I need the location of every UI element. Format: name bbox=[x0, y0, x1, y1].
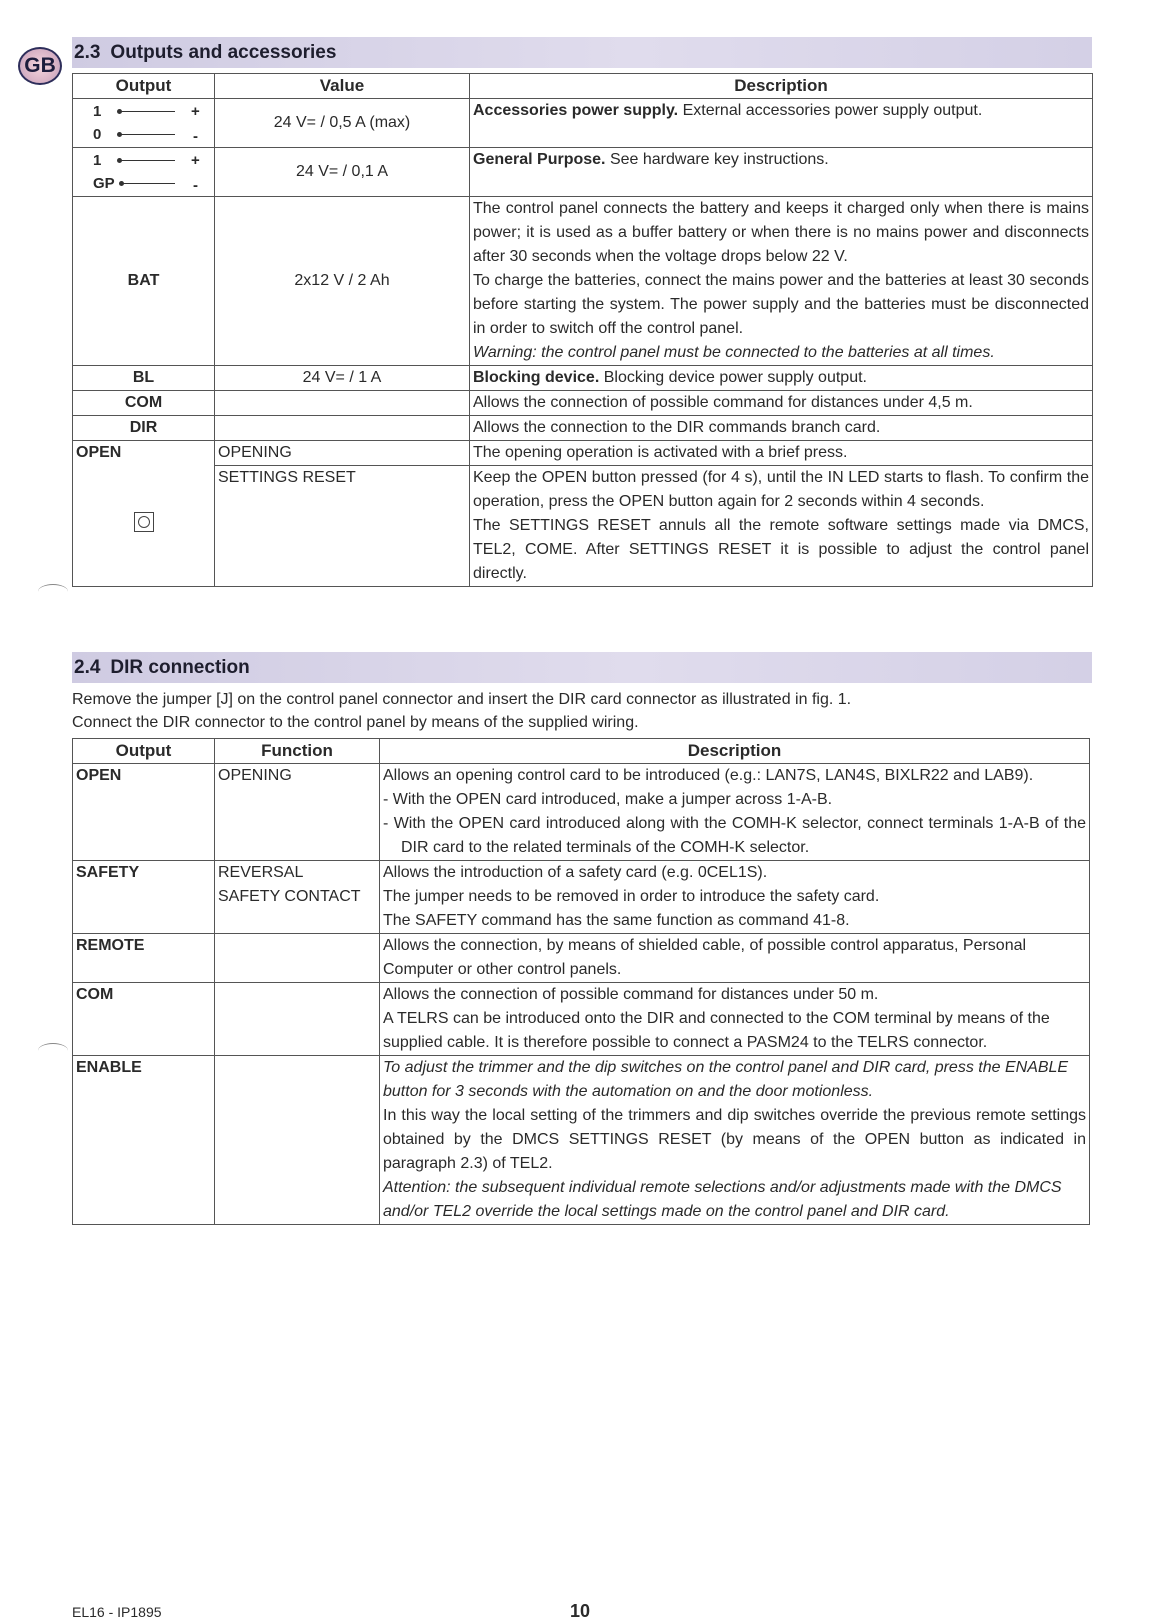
output-cell: BAT bbox=[73, 197, 215, 366]
dir-table bbox=[72, 738, 1090, 1225]
description-cell: Blocking device. Blocking device power supply output. bbox=[470, 366, 1093, 391]
output-cell: OPEN bbox=[73, 441, 215, 466]
value-cell bbox=[215, 391, 470, 416]
function-cell: REVERSAL SAFETY CONTACT bbox=[215, 861, 380, 934]
output-cell: COM bbox=[73, 983, 215, 1056]
description-cell: The opening operation is activated with a brief press. bbox=[470, 441, 1093, 466]
section-title: DIR connection bbox=[110, 657, 250, 678]
value-cell: 24 V= / 0,1 A bbox=[215, 148, 470, 197]
section-heading-dir bbox=[72, 652, 1092, 683]
function-cell bbox=[215, 983, 380, 1056]
outputs-table bbox=[72, 73, 1093, 587]
description-cell: Accessories power supply. External accessories power supply output. bbox=[470, 99, 1093, 148]
output-cell: OPEN bbox=[73, 764, 215, 861]
table-header-row bbox=[73, 74, 1093, 99]
table-row bbox=[73, 148, 1093, 197]
polarity-label: - bbox=[193, 177, 198, 194]
polarity-label: - bbox=[193, 128, 198, 145]
table-row bbox=[73, 391, 1093, 416]
document-code: EL16 - IP1895 bbox=[72, 1604, 162, 1620]
function-cell: OPENING bbox=[215, 441, 470, 466]
column-header: Function bbox=[215, 739, 380, 764]
intro-text: Remove the jumper [J] on the control panel connector and insert the DIR card connector as illustrated in fig. 1. Connect the DIR connector to the control panel by means of the supplied wiring. bbox=[72, 691, 852, 731]
table-row bbox=[73, 366, 1093, 391]
value-cell: 24 V= / 1 A bbox=[215, 366, 470, 391]
table-row bbox=[73, 441, 1093, 466]
table-row bbox=[73, 99, 1093, 148]
description-cell: Allows the connection of possible command for distances under 50 m. A TELRS can be introduced onto the DIR and connected to the COM terminal by means of the supplied cable. It is therefore possible to connect a PASM24 to the TELRS connector. bbox=[380, 983, 1090, 1056]
column-header: Description bbox=[380, 739, 1090, 764]
table-row bbox=[73, 466, 1093, 587]
table-row bbox=[73, 1056, 1090, 1225]
page-number: 10 bbox=[570, 1601, 591, 1621]
section-number: 2.3 bbox=[74, 42, 101, 63]
description-cell: Allows the connection of possible command for distances under 4,5 m. bbox=[470, 391, 1093, 416]
output-cell: ENABLE bbox=[73, 1056, 215, 1225]
table-row bbox=[73, 934, 1090, 983]
description-cell: The control panel connects the battery and keeps it charged only when there is mains power; it is used as a buffer battery or when there is no mains power and disconnects after 30 seconds when the voltage drops below 22 V. To charge the batteries, connect the mains power and the batteries at least 30 seconds before starting the system. The power supply and the batteries must be disconnected in order to switch off the control panel. Warning: the control panel must be connected to the batteries at all times. bbox=[470, 197, 1093, 366]
description-cell: Keep the OPEN button pressed (for 4 s), until the IN LED starts to flash. To confirm the operation, press the OPEN button again for 2 seconds within 4 seconds. The SETTINGS RESET annuls all the remote software settings made via DMCS, TEL2, COME. After SETTINGS RESET it is possible to adjust the control panel directly. bbox=[470, 466, 1093, 587]
terminal-label: 1 bbox=[93, 103, 102, 120]
description-cell: Allows the connection, by means of shielded cable, of possible control apparatus, Personal Computer or other control panels. bbox=[380, 934, 1090, 983]
section-heading-outputs bbox=[72, 37, 1092, 68]
column-header: Value bbox=[215, 74, 470, 99]
table-header-row bbox=[73, 739, 1090, 764]
open-button-cell bbox=[73, 466, 215, 587]
table-row bbox=[73, 983, 1090, 1056]
table-row bbox=[73, 861, 1090, 934]
value-cell bbox=[215, 416, 470, 441]
description-cell: Allows the connection to the DIR commands branch card. bbox=[470, 416, 1093, 441]
output-cell: COM bbox=[73, 391, 215, 416]
section-number: 2.4 bbox=[74, 657, 101, 678]
function-cell: OPENING bbox=[215, 764, 380, 861]
terminal-diagram bbox=[73, 99, 215, 148]
polarity-label: + bbox=[191, 103, 200, 120]
function-cell bbox=[215, 1056, 380, 1225]
table-row bbox=[73, 416, 1093, 441]
terminal-label: 1 bbox=[93, 152, 102, 169]
function-cell bbox=[215, 934, 380, 983]
description-cell: Allows an opening control card to be introduced (e.g.: LAN7S, LAN4S, BIXLR22 and LAB9). - With the OPEN card introduced, make a jumper across 1-A-B. - With the OPEN card introduced along with the COMH-K selector, connect terminals 1-A-B of the DIR card to the related terminals of the COMH-K selector. bbox=[380, 764, 1090, 861]
section-title: Outputs and accessories bbox=[110, 42, 337, 63]
output-cell: SAFETY bbox=[73, 861, 215, 934]
description-cell: General Purpose. See hardware key instructions. bbox=[470, 148, 1093, 197]
description-cell: To adjust the trimmer and the dip switches on the control panel and DIR card, press the ENABLE button for 3 seconds with the automation on and the door motionless. In this way the local setting of the trimmers and dip switches override the previous remote settings obtained by the DMCS SETTINGS RESET (by means of the OPEN button as indicated in paragraph 2.3) of TEL2. Attention: the subsequent individual remote selections and/or adjustments made with the DMCS and/or TEL2 override the local settings made on the control panel and DIR card. bbox=[380, 1056, 1090, 1225]
table-row bbox=[73, 197, 1093, 366]
output-cell: REMOTE bbox=[73, 934, 215, 983]
value-cell: 24 V= / 0,5 A (max) bbox=[215, 99, 470, 148]
polarity-label: + bbox=[191, 152, 200, 169]
language-badge: GB bbox=[18, 47, 62, 85]
column-header: Description bbox=[470, 74, 1093, 99]
value-cell: 2x12 V / 2 Ah bbox=[215, 197, 470, 366]
open-button-icon bbox=[134, 512, 154, 532]
terminal-label: 0 bbox=[93, 126, 102, 143]
description-cell: Allows the introduction of a safety card (e.g. 0CEL1S). The jumper needs to be removed in order to introduce the safety card. The SAFETY command has the same function as command 41-8. bbox=[380, 861, 1090, 934]
output-cell: DIR bbox=[73, 416, 215, 441]
terminal-diagram bbox=[73, 148, 215, 197]
table-row bbox=[73, 764, 1090, 861]
column-header: Output bbox=[73, 74, 215, 99]
terminal-label: GP bbox=[93, 175, 115, 192]
function-cell: SETTINGS RESET bbox=[215, 466, 470, 587]
column-header: Output bbox=[73, 739, 215, 764]
output-cell: BL bbox=[73, 366, 215, 391]
